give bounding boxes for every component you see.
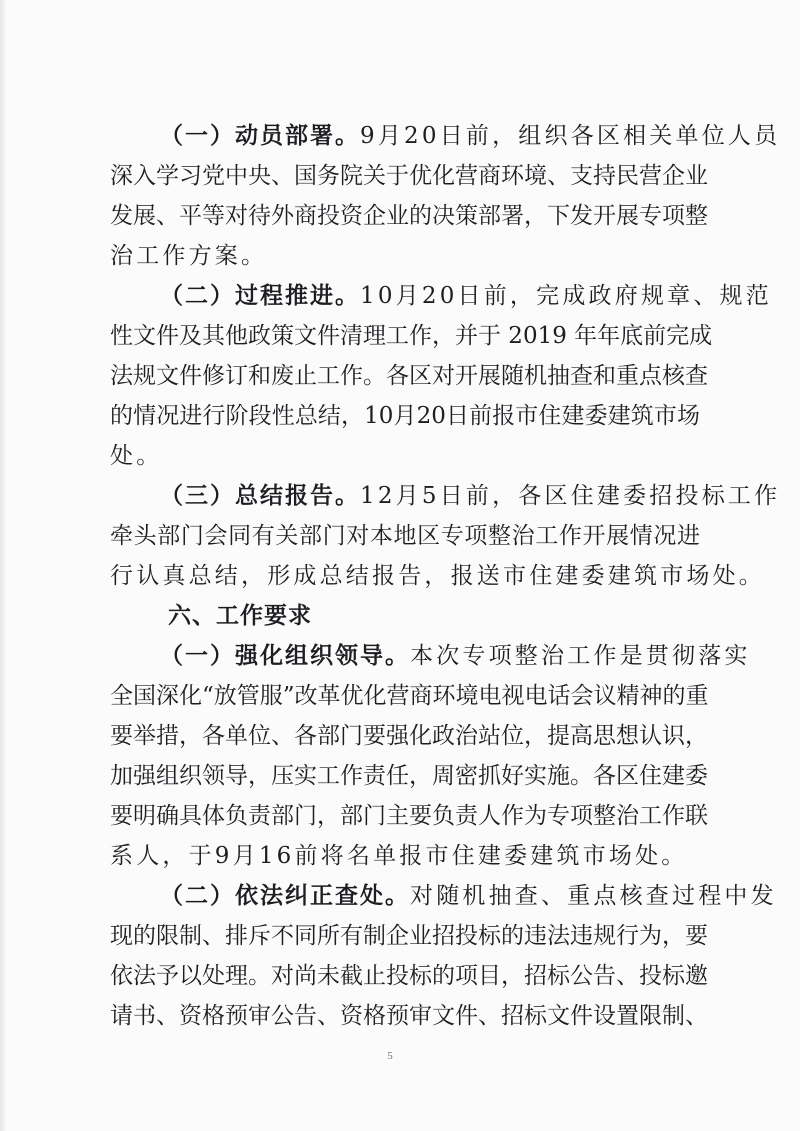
paragraph-line: 依法予以处理。对尚未截止投标的项目，招标公告、投标邀 bbox=[110, 963, 708, 989]
paragraph-line: （三）总结报告。12月5日前，各区住建委招投标工作 bbox=[160, 483, 781, 509]
paragraph-line: 系人，于9月16前将名单报市住建委建筑市场处。 bbox=[110, 843, 688, 869]
paragraph-line: 处。 bbox=[110, 443, 163, 469]
paragraph-line: 现的限制、排斥不同所有制企业招投标的违法违规行为，要 bbox=[110, 923, 708, 949]
document-page bbox=[110, 116, 781, 1036]
scan-edge bbox=[0, 0, 6, 1131]
paragraph-summary bbox=[110, 476, 781, 596]
paragraph-line: 牵头部门会同有关部门对本地区专项整治工作开展情况进 bbox=[110, 523, 700, 549]
paragraph-line: 深入学习党中央、国务院关于优化营商环境、支持民营企业 bbox=[110, 163, 708, 189]
paragraph-process bbox=[110, 276, 772, 476]
paragraph-line: 要举措，各单位、各部门要强化政治站位，提高思想认识， bbox=[110, 723, 708, 749]
page-number: 5 bbox=[387, 1050, 393, 1062]
paragraph-title: （一）强化组织领导。 bbox=[160, 643, 410, 669]
paragraph-title: （一）动员部署。 bbox=[160, 123, 360, 149]
section-heading: 六、工作要求 bbox=[168, 603, 312, 629]
paragraph-line: 全国深化“放管服”改革优化营商环境电视电话会议精神的重 bbox=[110, 683, 709, 709]
paragraph-line: （二）依法纠正查处。对随机抽查、重点核查过程中发 bbox=[160, 883, 777, 909]
paragraph-line: 要明确具体负责部门，部门主要负责人作为专项整治工作联 bbox=[110, 803, 708, 829]
paragraph-title: （三）总结报告。 bbox=[160, 483, 360, 509]
paragraph-line: （二）过程推进。10月20日前，完成政府规章、规范 bbox=[160, 283, 772, 309]
paragraph-line: 行认真总结，形成总结报告，报送市住建委建筑市场处。 bbox=[110, 563, 765, 589]
paragraph-line: 的情况进行阶段性总结，10月20日前报市住建委建筑市场 bbox=[110, 403, 700, 429]
paragraph-line: （一）强化组织领导。本次专项整治工作是贯彻落实 bbox=[160, 643, 751, 669]
paragraph-line: 请书、资格预审公告、资格预审文件、招标文件设置限制、 bbox=[110, 1003, 708, 1029]
paragraph-correction bbox=[110, 876, 777, 1036]
paragraph-title: （二）过程推进。 bbox=[160, 283, 360, 309]
paragraph-line: 加强组织领导，压实工作责任，周密抓好实施。各区住建委 bbox=[110, 763, 708, 789]
paragraph-line: 发展、平等对待外商投资企业的决策部署，下发开展专项整 bbox=[110, 203, 708, 229]
paragraph-mobilization bbox=[110, 116, 781, 276]
paragraph-line: （一）动员部署。9月20日前，组织各区相关单位人员 bbox=[160, 123, 781, 149]
paragraph-line: 法规文件修订和废止工作。各区对开展随机抽查和重点核查 bbox=[110, 363, 708, 389]
paragraph-title: （二）依法纠正查处。 bbox=[160, 883, 410, 909]
paragraph-leadership bbox=[110, 636, 751, 876]
paragraph-line: 治工作方案。 bbox=[110, 243, 268, 269]
paragraph-line: 性文件及其他政策文件清理工作，并于 2019 年年底前完成 bbox=[110, 323, 713, 349]
